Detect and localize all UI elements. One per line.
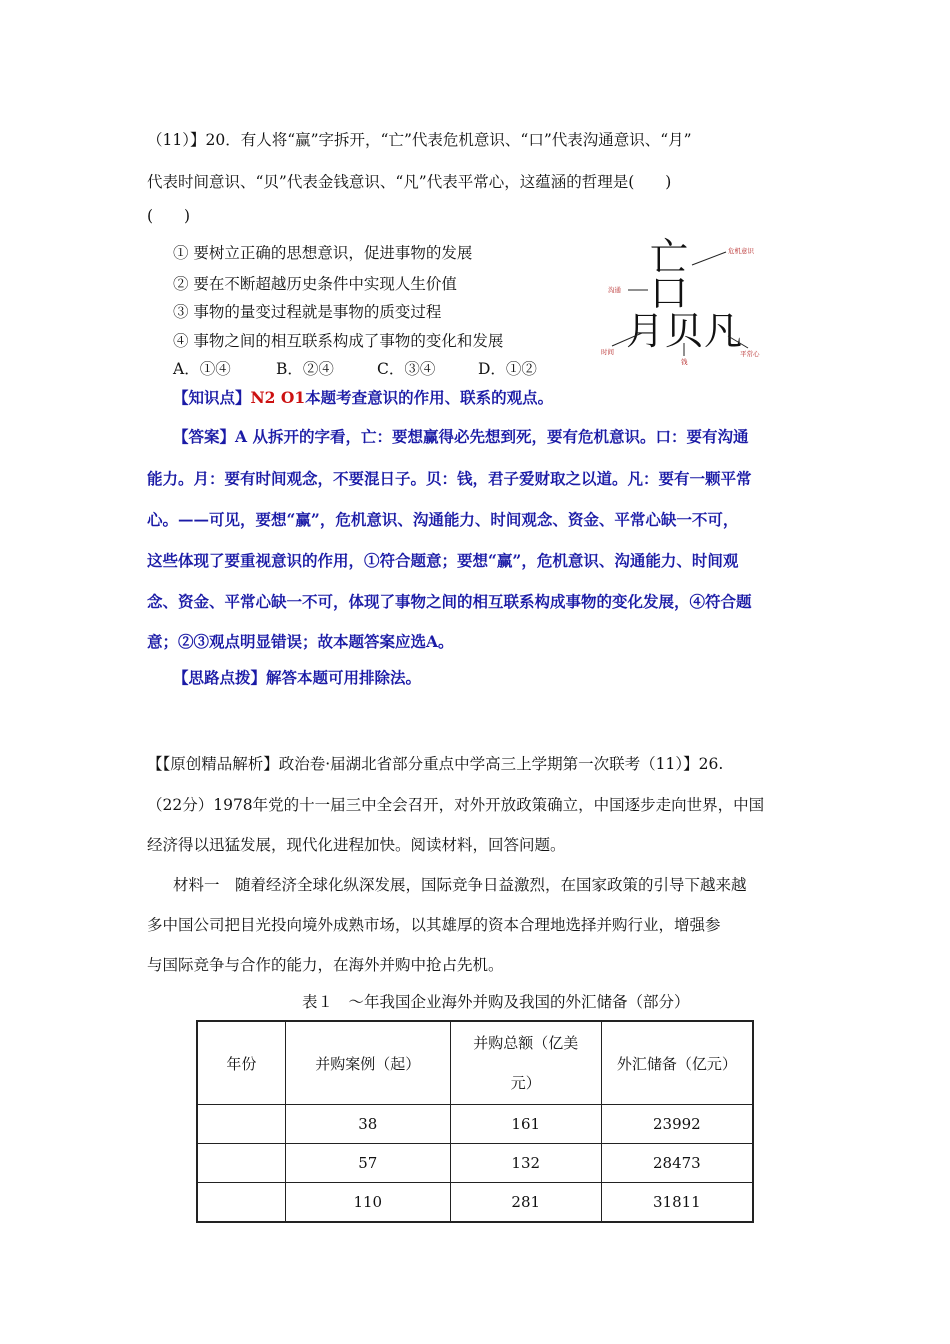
answer-line-1 — [173, 425, 748, 447]
q20-option-2: ② 要在不断超越历史条件中实现人生价值 — [173, 275, 457, 293]
cell-reserve: 23992 — [601, 1105, 753, 1144]
q26-line-3: 经济得以迅猛发展，现代化进程加快。阅读材料，回答问题。 — [147, 836, 566, 854]
q26-line-1: 【【原创精品解析】政治卷·届湖北省部分重点中学高三上学期第一次联考（11）】26. — [147, 755, 724, 773]
knowledge-point — [173, 386, 553, 408]
figure-char-wang: 亡 — [650, 235, 689, 279]
cell-year — [197, 1144, 285, 1183]
header-total-line-2: 元） — [510, 1074, 541, 1092]
cell-cases: 110 — [285, 1183, 450, 1223]
q20-choice-b: B．②④ — [276, 360, 334, 378]
cell-total: 161 — [450, 1105, 601, 1144]
table-row — [197, 1183, 753, 1223]
cell-reserve: 28473 — [601, 1144, 753, 1183]
header-total — [450, 1021, 601, 1105]
material-line-3: 与国际竞争与合作的能力，在海外并购中抢占先机。 — [147, 956, 504, 974]
figure-label-pingchang: 平常心 — [740, 350, 760, 358]
answer-line-3: 心。——可见，要想“赢”，危机意识、沟通能力、时间观念、资金、平常心缺一不可， — [147, 510, 739, 529]
material-line-1: 材料一 随着经济全球化纵深发展，国际竞争日益激烈，在国家政策的引导下越来越 — [173, 876, 747, 894]
cell-total: 132 — [450, 1144, 601, 1183]
q20-choice-a: A．①④ — [173, 360, 231, 378]
header-cases: 并购案例（起） — [285, 1021, 450, 1105]
table-row — [197, 1144, 753, 1183]
answer-line-4: 这些体现了要重视意识的作用，①符合题意；要想“赢”，危机意识、沟通能力、时间观 — [147, 551, 739, 570]
answer-line-5: 念、资金、平常心缺一不可，体现了事物之间的相互联系构成事物的变化发展，④符合题 — [147, 592, 752, 611]
header-total-line-1: 并购总额（亿美 — [473, 1034, 579, 1052]
table-caption: 表１ ～年我国企业海外并购及我国的外汇储备（部分） — [302, 993, 690, 1011]
answer-tag: 【答案】 — [173, 427, 236, 446]
cell-cases: 38 — [285, 1105, 450, 1144]
kp-tag: 【知识点】 — [173, 388, 251, 407]
q20-choice-d: D．①② — [478, 360, 537, 378]
tip-line — [173, 666, 421, 688]
figure-label-shijian: 时间 — [601, 348, 614, 356]
ying-character-figure — [598, 228, 773, 373]
q20-line-3: ( ) — [147, 207, 191, 225]
figure-char-bei: 贝 — [665, 309, 704, 353]
q20-option-4: ④ 事物之间的相互联系构成了事物的变化和发展 — [173, 332, 504, 350]
table-row — [197, 1105, 753, 1144]
cell-cases: 57 — [285, 1144, 450, 1183]
q26-line-2: （22分）1978年党的十一届三中全会召开，对外开放政策确立，中国逐步走向世界，中国 — [147, 796, 765, 814]
header-year: 年份 — [197, 1021, 285, 1105]
cell-total: 281 — [450, 1183, 601, 1223]
cell-year — [197, 1105, 285, 1144]
material-line-2: 多中国公司把目光投向境外成熟市场，以其雄厚的资本合理地选择并购行业，增强参 — [147, 916, 721, 934]
answer-line-6: 意；②③观点明显错误；故本题答案应选A。 — [147, 632, 454, 651]
figure-label-qian: 钱 — [681, 358, 688, 366]
cell-reserve: 31811 — [601, 1183, 753, 1223]
q20-choice-c: C．③④ — [377, 360, 436, 378]
kp-code: N2 O1 — [250, 388, 306, 407]
cell-year — [197, 1183, 285, 1223]
q20-line-2: 代表时间意识、“贝”代表金钱意识、“凡”代表平常心，这蕴涵的哲理是( ) — [147, 173, 672, 191]
tip-tag: 【思路点拨】 — [173, 668, 267, 687]
tip-text: 解答本题可用排除法。 — [266, 668, 422, 687]
figure-char-kou: 口 — [650, 271, 689, 315]
figure-char-yue: 月 — [626, 309, 665, 353]
header-reserve: 外汇储备（亿元） — [601, 1021, 753, 1105]
answer-line-2: 能力。月：要有时间观念，不要混日子。贝：钱，君子爱财取之以道。凡：要有一颗平常 — [147, 469, 752, 488]
q20-line-1: （11）】20．有人将“赢”字拆开，“亡”代表危机意识、“口”代表沟通意识、“月” — [147, 131, 692, 149]
figure-label-wei: 危机意识 — [728, 247, 754, 255]
answer-text-1: A 从拆开的字看，亡：要想赢得必先想到死，要有危机意识。口：要有沟通 — [235, 427, 749, 446]
merger-reserve-table — [196, 1020, 754, 1223]
figure-label-goutong: 沟通 — [608, 286, 621, 294]
figure-char-fan: 凡 — [704, 309, 743, 353]
q20-option-1: ① 要树立正确的思想意识，促进事物的发展 — [173, 244, 473, 262]
table-header-row — [197, 1021, 753, 1105]
q20-option-3: ③ 事物的量变过程就是事物的质变过程 — [173, 303, 442, 321]
kp-text: 本题考查意识的作用、联系的观点。 — [305, 388, 554, 407]
